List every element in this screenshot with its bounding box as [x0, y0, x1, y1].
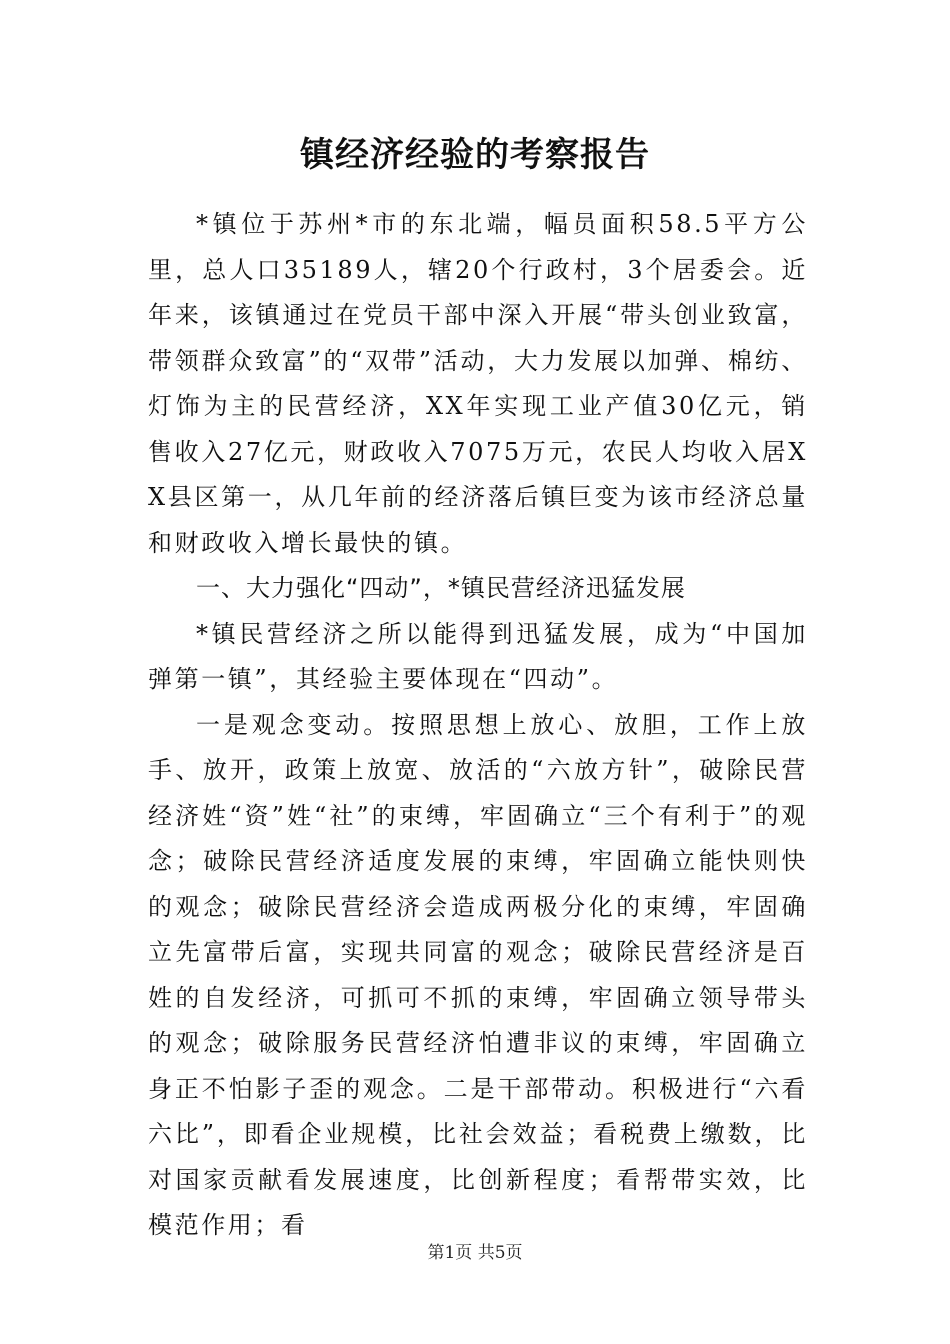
page-number-footer: 第1页 共5页	[427, 1243, 523, 1263]
document-body	[148, 202, 808, 1249]
document-title: 镇经济经验的考察报告	[300, 135, 650, 175]
intro-paragraph: *镇位于苏州*市的东北端，幅员面积58.5平方公里，总人口35189人，辖20个行政村，3个居委会。近年来，该镇通过在党员干部中深入开展“带头创业致富，带领群众致富”的“双带”活动，大力发展以加弹、棉纺、灯饰为主的民营经济，XX年实现工业产值30亿元，销售收入27亿元，财政收入7075万元，农民人均收入居XX县区第一，从几年前的经济落后镇巨变为该市经济总量和财政收入增长最快的镇。	[148, 210, 808, 557]
section-heading: 一、大力强化“四动”，*镇民营经济迅猛发展	[196, 574, 686, 602]
section-summary-paragraph: *镇民营经济之所以能得到迅猛发展，成为“中国加弹第一镇”，其经验主要体现在“四动”。	[148, 619, 808, 693]
detail-paragraph: 一是观念变动。按照思想上放心、放胆，工作上放手、放开，政策上放宽、放活的“六放方针”，破除民营经济姓“资”姓“社”的束缚，牢固确立“三个有利于”的观念；破除民营经济适度发展的束缚，牢固确立能快则快的观念；破除民营经济会造成两极分化的束缚，牢固确立先富带后富，实现共同富的观念；破除民营经济是百姓的自发经济，可抓可不抓的束缚，牢固确立领导带头的观念；破除服务民营经济怕遭非议的束缚，牢固确立身正不怕影子歪的观念。二是干部带动。积极进行“六看六比”，即看企业规模，比社会效益；看税费上缴数，比对国家贡献看发展速度，比创新程度；看帮带实效，比模范作用；看	[148, 710, 808, 1239]
